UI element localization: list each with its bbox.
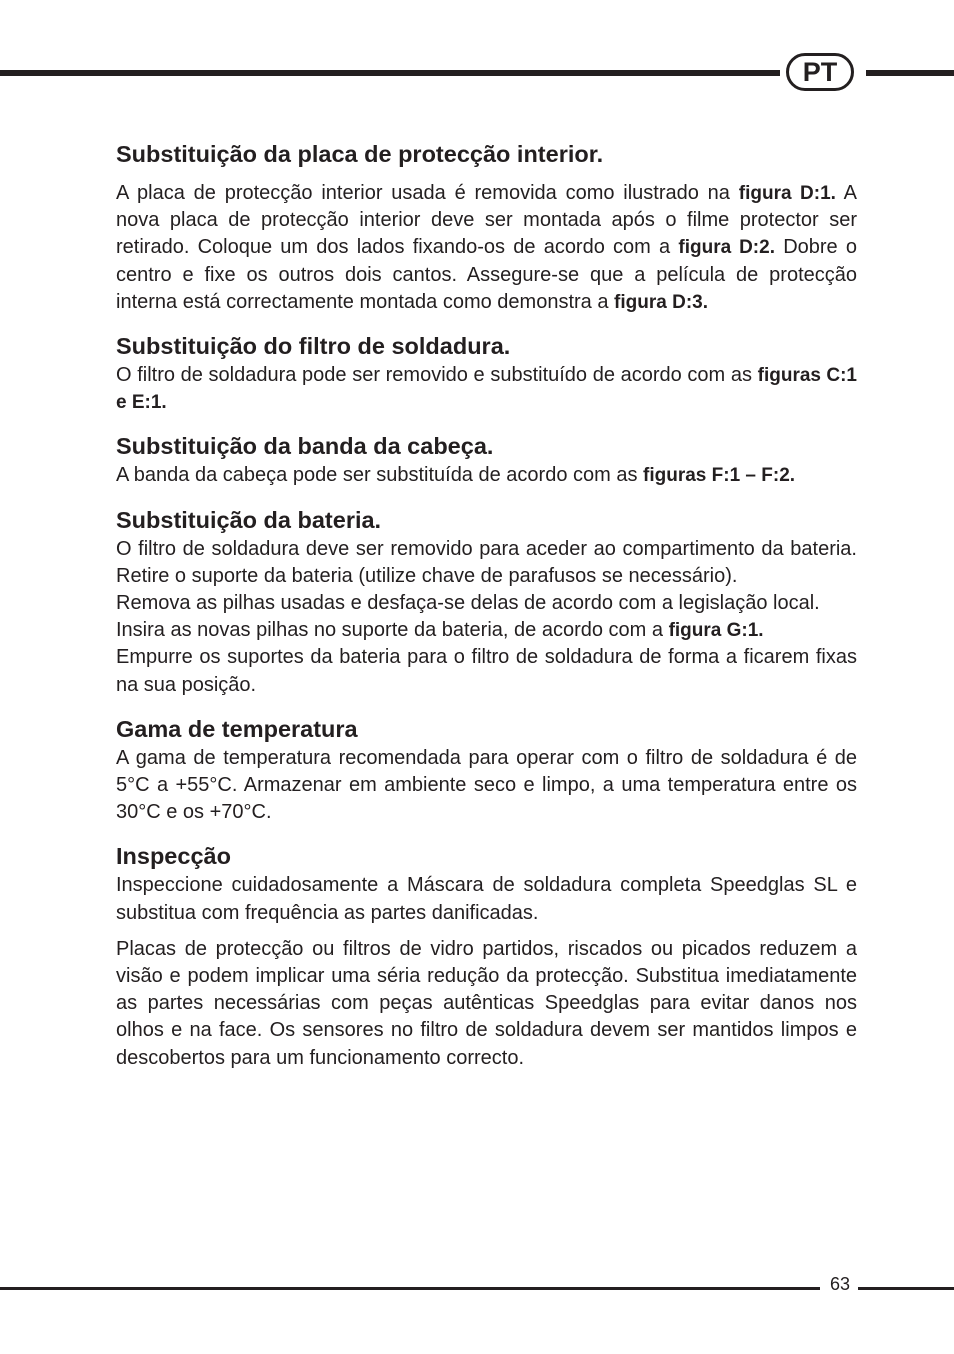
footer-rule-left: [0, 1287, 820, 1290]
text-run: Empurre os suportes da bateria para o filtro de soldadura de forma a ficarem fixas na sua posição.: [116, 646, 857, 696]
section-paragraph: [116, 644, 857, 698]
header-rule-right: [866, 70, 954, 76]
text-run: Remova as pilhas usadas e desfaça-se delas de acordo com a legislação local.: [116, 592, 820, 615]
section-battery: [116, 504, 857, 699]
section-paragraph: [116, 180, 857, 316]
section-title: Substituição da banda da cabeça.: [116, 433, 494, 460]
text-run: O filtro de soldadura pode ser removido e substituído de acordo com as: [116, 364, 758, 387]
section-paragraph: [116, 872, 857, 926]
section-title: Substituição da bateria.: [116, 506, 382, 533]
section-paragraph: [116, 936, 857, 1072]
page-number: 63: [829, 1274, 851, 1294]
section-welding-filter: [116, 330, 857, 416]
text-run: Placas de protecção ou filtros de vidro partidos, riscados ou picados reduzem a visão e podem implicar uma séria redução da protecção. Substitua imediatamente as partes necessárias com peças autênticas Speedglas para evitar danos nos olhos e na face. Os sensores no filtro de soldadura devem ser mantidos limpos e descobertos para um funcionamento correcto.: [116, 937, 857, 1069]
text-run: Inspeccione cuidadosamente a Máscara de soldadura completa Speedglas SL e substitua com frequência as partes danificadas.: [116, 874, 857, 924]
figure-reference: figuras F:1 – F:2.: [643, 465, 796, 487]
section-title: Substituição da placa de protecção interior.: [116, 141, 604, 167]
figure-reference: figura D:1.: [738, 183, 836, 204]
header-rule-left: [0, 70, 780, 76]
section-title: Gama de temperatura: [116, 715, 358, 742]
text-run: A banda da cabeça pode ser substituída de acordo com as: [116, 464, 644, 487]
language-badge: PT: [786, 53, 854, 91]
text-run: A gama de temperatura recomendada para operar com o filtro de soldadura é de 5°C a +55°C. Armazenar em ambiente seco e limpo, a uma temperatura entre os 30°C e os +70°C.: [116, 746, 857, 824]
section-paragraph: [116, 590, 857, 617]
section-title: Substituição do filtro de soldadura.: [116, 333, 511, 360]
section-paragraph: [116, 617, 857, 644]
text-run: A placa de protecção interior usada é removida como ilustrado na: [116, 182, 739, 204]
section-headband: [116, 430, 857, 489]
text-run: Dobre o centro e fixe os outros dois cantos. Assegure-se que a película de protecção interna está correctamente montada como demonstra a: [116, 236, 857, 313]
figure-reference: figura G:1.: [668, 620, 764, 642]
figure-reference: figura D:3.: [614, 291, 708, 313]
section-paragraph: [116, 462, 857, 489]
page-content: [116, 138, 857, 1072]
text-run: Insira as novas pilhas no suporte da bateria, de acordo com a: [116, 619, 669, 642]
text-run: A nova placa de protecção interior deve ser montada após o filme protector ser retirado. Coloque um dos lados fixando-os de acordo com a: [116, 182, 857, 259]
section-paragraph: [116, 362, 857, 416]
section-paragraph: [116, 536, 857, 590]
section-inspection: [116, 840, 857, 1071]
text-run: O filtro de soldadura deve ser removido para aceder ao compartimento da bateria. Retire o suporte da bateria (utilize chave de parafusos se necessário).: [116, 537, 857, 587]
figure-reference: figura D:2.: [678, 237, 775, 259]
section-temperature-range: [116, 713, 857, 827]
section-inner-plate: [116, 138, 857, 316]
section-paragraph: [116, 745, 857, 827]
section-title: Inspecção: [116, 843, 231, 870]
footer-rule-right: [858, 1287, 954, 1290]
figure-reference: figuras C:1 e E:1.: [116, 365, 857, 414]
